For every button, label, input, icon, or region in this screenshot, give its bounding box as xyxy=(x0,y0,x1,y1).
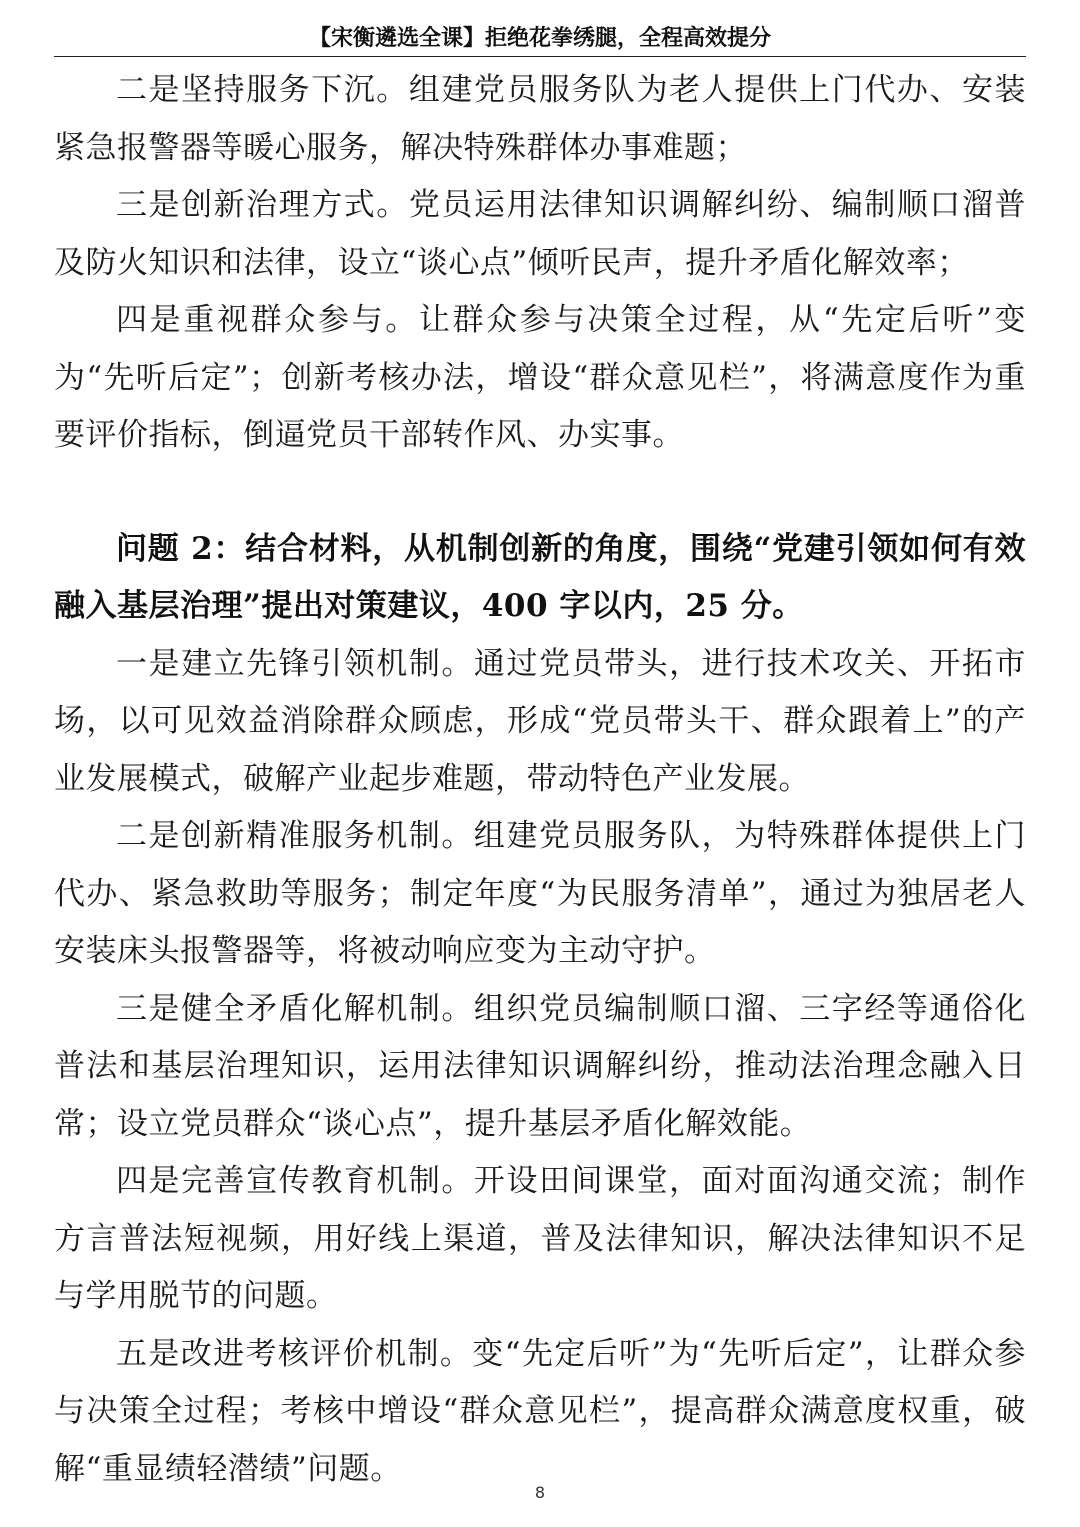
paragraph-publicity-education-mechanism: 四是完善宣传教育机制。开设田间课堂，面对面沟通交流；制作方言普法短视频，用好线上渠道，普及法律知识，解决法律知识不足与学用脱节的问题。 xyxy=(54,1163,1026,1314)
header-title: 【宋衡遴选全课】拒绝花拳绣腿，全程高效提分 xyxy=(308,26,771,51)
paragraph-precise-service-mechanism: 二是创新精准服务机制。组建党员服务队，为特殊群体提供上门代办、紧急救助等服务；制定年度“为民服务清单”，通过为独居老人安装床头报警器等，将被动响应变为主动守护。 xyxy=(54,818,1026,969)
paragraph-conflict-resolution-mechanism: 三是健全矛盾化解机制。组织党员编制顺口溜、三字经等通俗化普法和基层治理知识，运用法律知识调解纠纷，推动法治理念融入日常；设立党员群众“谈心点”，提升基层矛盾化解效能。 xyxy=(54,990,1026,1142)
document-body xyxy=(54,62,1026,1498)
section-spacer xyxy=(54,465,1026,521)
paragraph-governance-innovation: 三是创新治理方式。党员运用法律知识调解纠纷、编制顺口溜普及防火知识和法律，设立“谈心点”倾听民声，提升矛盾化解效率； xyxy=(54,187,1026,281)
paragraph-public-participation: 四是重视群众参与。让群众参与决策全过程，从“先定后听”变为“先听后定”；创新考核办法，增设“群众意见栏”，将满意度作为重要评价指标，倒逼党员干部转作风、办实事。 xyxy=(54,302,1026,453)
paragraph-service-sinking: 二是坚持服务下沉。组建党员服务队为老人提供上门代办、安装紧急报警器等暖心服务，解决特殊群体办事难题； xyxy=(54,72,1026,166)
paragraph-assessment-mechanism: 五是改进考核评价机制。变“先定后听”为“先听后定”，让群众参与决策全过程；考核中增设“群众意见栏”，提高群众满意度权重，破解“重显绩轻潜绩”问题。 xyxy=(54,1335,1026,1487)
paragraph-pioneer-mechanism: 一是建立先锋引领机制。通过党员带头，进行技术攻关、开拓市场，以可见效益消除群众顾虑，形成“党员带头干、群众跟着上”的产业发展模式，破解产业起步难题，带动特色产业发展。 xyxy=(54,645,1026,797)
page-number: 8 xyxy=(534,1483,546,1502)
page-header xyxy=(54,26,1026,57)
question-2-heading: 问题 2：结合材料，从机制创新的角度，围绕“党建引领如何有效融入基层治理”提出对策建议，400 字以内，25 分。 xyxy=(54,530,1026,624)
